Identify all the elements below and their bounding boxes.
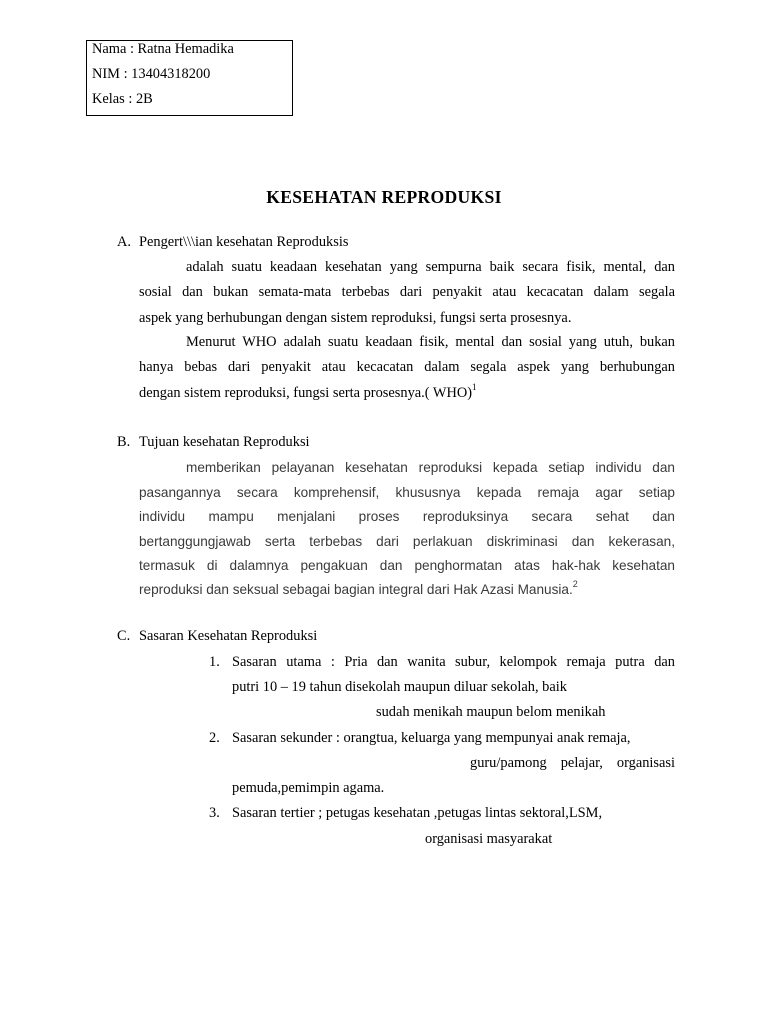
- section-a-line: hanya bebas dari penyakit atau kecacatan dalam segala aspek yang berhubungan: [139, 359, 675, 375]
- section-a-line: Menurut WHO adalah suatu keadaan fisik, mental dan sosial yang utuh, bukan: [186, 334, 675, 350]
- section-a-marker: A.: [117, 234, 131, 250]
- section-b-line: memberikan pelayanan kesehatan reproduksi kepada setiap individu dan: [186, 460, 675, 475]
- section-a-heading: Pengert\\\ian kesehatan Reproduksis: [139, 234, 349, 250]
- section-c-marker: C.: [117, 628, 131, 644]
- section-b-line: pasangannya secara komprehensif, khususnya kepada remaja agar setiap: [139, 485, 675, 500]
- section-c-heading: Sasaran Kesehatan Reproduksi: [139, 628, 318, 644]
- section-a-line: sosial dan bukan semata-mata terbebas dari penyakit atau kecacatan dalam segala: [139, 284, 675, 300]
- list-item-number: 3.: [209, 805, 220, 821]
- section-b-line: termasuk di dalamnya pengakuan dan penghormatan atas hak-hak kesehatan: [139, 558, 675, 573]
- section-a-last-line: [139, 382, 477, 402]
- section-b-marker: B.: [117, 434, 131, 450]
- list-item-line: pemuda,pemimpin agama.: [232, 780, 385, 796]
- list-item-line: putri 10 – 19 tahun disekolah maupun diluar sekolah, baik: [232, 679, 567, 695]
- section-b-heading: Tujuan kesehatan Reproduksi: [139, 434, 310, 450]
- list-item-line: guru/pamong pelajar, organisasi: [470, 755, 675, 771]
- document-title: KESEHATAN REPRODUKSI: [266, 187, 502, 207]
- list-item-number: 2.: [209, 730, 220, 746]
- section-b-last-line: [139, 581, 578, 598]
- list-item-line: Sasaran utama : Pria dan wanita subur, kelompok remaja putra dan: [232, 654, 675, 670]
- student-name: Nama : Ratna Hemadika: [92, 41, 234, 57]
- section-a-line-text: dengan sistem reproduksi, fungsi serta prosesnya.( WHO): [139, 385, 473, 401]
- student-class: Kelas : 2B: [92, 91, 153, 107]
- list-item-line: Sasaran tertier ; petugas kesehatan ,petugas lintas sektoral,LSM,: [232, 805, 603, 821]
- section-b-line-text: reproduksi dan seksual sebagai bagian integral dari Hak Azasi Manusia.: [139, 582, 573, 597]
- list-item-number: 1.: [209, 654, 220, 670]
- list-item-line: organisasi masyarakat: [425, 831, 553, 847]
- student-nim: NIM : 13404318200: [92, 66, 211, 82]
- footnote-marker: 1: [472, 382, 477, 393]
- section-b-line: bertanggungjawab serta terbebas dari perlakuan diskriminasi dan kekerasan,: [139, 534, 675, 549]
- list-item-line: Sasaran sekunder : orangtua, keluarga yang mempunyai anak remaja,: [232, 730, 631, 746]
- section-a-line: adalah suatu keadaan kesehatan yang sempurna baik secara fisik, mental, dan: [186, 259, 675, 275]
- footnote-marker: 2: [572, 579, 578, 590]
- section-a-line: aspek yang berhubungan dengan sistem reproduksi, fungsi serta prosesnya.: [139, 310, 572, 326]
- section-b-line: individu mampu menjalani proses reproduksinya secara sehat dan: [139, 509, 675, 524]
- list-item-line: sudah menikah maupun belom menikah: [376, 704, 606, 720]
